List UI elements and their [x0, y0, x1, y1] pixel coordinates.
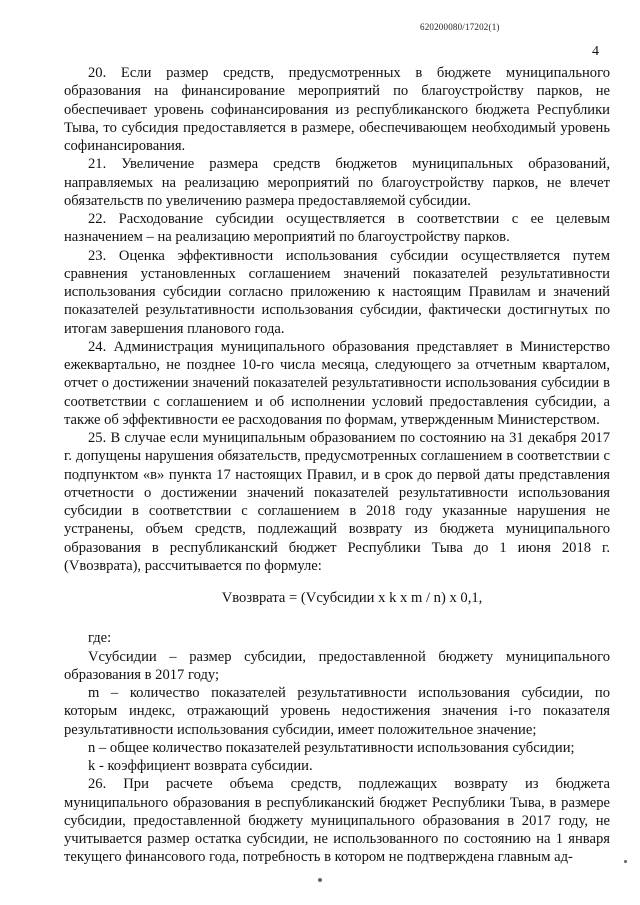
- paragraph-24: 24. Администрация муниципального образования представляет в Министерство ежеквартально, не позднее 10-го числа месяца, следующего за отчетным кварталом, отчет о достижении значений показателей результативности использования субсидии в соответствии с соглашением и об исполнении условий предоставления субсидии, а также об эффективности ее расходования по формам, утвержденным Министерством.: [64, 338, 610, 428]
- paragraph-20: 20. Если размер средств, предусмотренных в бюджете муниципального образования на финансирование мероприятий по благоустройству парков, не обеспечивает уровень софинансирования из республиканского бюджета Республики Тыва, то субсидия предоставляется в размере, обеспечивающем необходимый уровень софинансирования.: [64, 65, 610, 154]
- paragraph-21: 21. Увеличение размера средств бюджетов муниципальных образований, направляемых на реализацию мероприятий по благоустройству парков, не влечет обязательств по увеличению размера предоставляемой субсидии.: [64, 156, 610, 209]
- definition-n: n – общее количество показателей результативности использования субсидии;: [88, 739, 575, 756]
- definition-v-subsidy: Vсубсидии – размер субсидии, предоставленной бюджету муниципального образования в 2017 году;: [64, 648, 610, 683]
- document-body: [64, 64, 610, 867]
- refund-formula: Vвозврата = (Vсубсидии x k x m / n) x 0,1,: [221, 590, 483, 606]
- scan-speck: [318, 878, 322, 882]
- page-number: 4: [592, 44, 599, 59]
- document-number: 620200080/17202(1): [420, 22, 500, 32]
- paragraph-26: 26. При расчете объема средств, подлежащих возврату из бюджета муниципального образования в республиканский бюджет Республики Тыва, в размере субсидии, предоставленной бюджету муниципального образования в 2017 году, не учитывается размер остатка субсидии, не использованного по состоянию на 1 января текущего финансового года, потребность в котором не подтверждена главным ад-: [64, 776, 610, 866]
- definition-m: m – количество показателей результативности использования субсидии, по которым индекс, отражающий уровень недостижения значения i-го показателя результативности использования субсидии, имеет положительное значение;: [64, 685, 610, 738]
- definition-k: k - коэффициент возврата субсидии.: [88, 758, 313, 774]
- paragraph-22: 22. Расходование субсидии осуществляется в соответствии с ее целевым назначением – на реализацию мероприятий по благоустройству парков.: [64, 211, 610, 246]
- scan-speck: [624, 860, 627, 863]
- paragraph-25: 25. В случае если муниципальным образованием по состоянию на 31 декабря 2017 г. допущены нарушения обязательств, предусмотренных соглашением в соответствии с подпунктом «в» пункта 17 настоящих Правил, и в срок до первой даты представления отчетности о достижении значений показателей результативности использования субсидии в соответствии с соглашением в 2018 году указанные нарушения не устранены, объем средств, подлежащий возврату из бюджета муниципального образования в республиканский бюджет Республики Тыва до 1 июня 2018 г. (Vвозврата), рассчитывается по формуле:: [64, 430, 610, 574]
- where-label: где:: [88, 630, 112, 647]
- paragraph-23: 23. Оценка эффективности использования субсидии осуществляется путем сравнения установленных соглашением значений показателей результативности использования субсидии согласно приложению к настоящим Правилам и значений показателей результативности использования субсидии, фактически достигнутых по итогам завершения планового года.: [64, 247, 610, 337]
